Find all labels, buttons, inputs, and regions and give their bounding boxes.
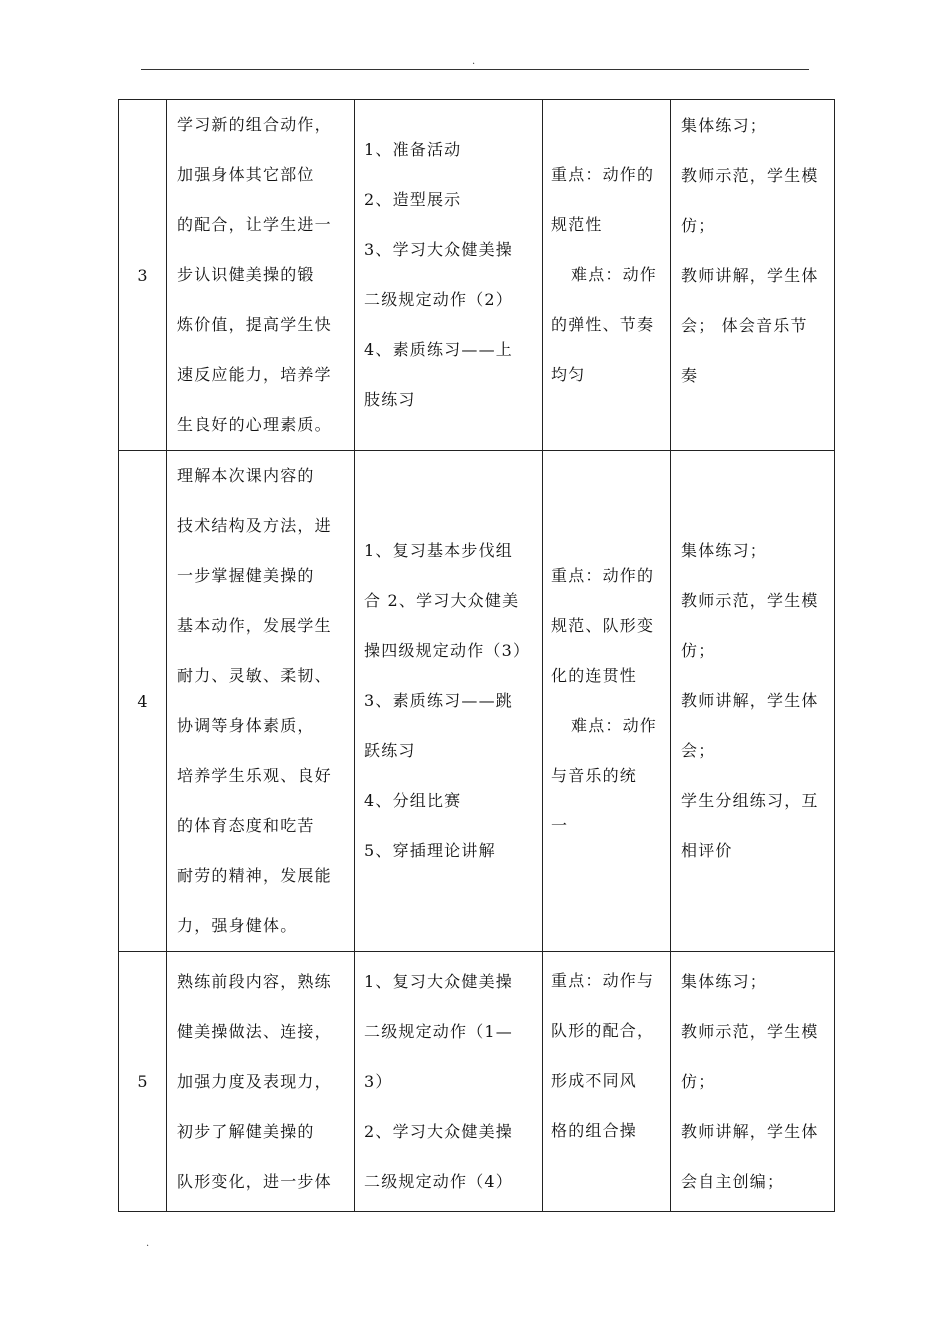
table-row [119,451,835,952]
header-rule [141,69,809,70]
method-cell: 集体练习； 教师示范，学生模 仿； 教师讲解，学生体 会自主创编； [671,952,835,1212]
goal-cell: 学习新的组合动作， 加强身体其它部位 的配合，让学生进一 步认识健美操的锻 炼价值，提高学生快 速反应能力，培养学 生良好的心理素质。 [167,100,355,451]
table-row [119,952,835,1212]
lesson-number: 4 [119,451,167,952]
key-points-cell: 重点：动作的 规范性 难点：动作 的弹性、节奏 均匀 [543,100,671,451]
goal-cell: 熟练前段内容，熟练 健美操做法、连接， 加强力度及表现力， 初步了解健美操的 队形变化，进一步体 [167,952,355,1212]
method-cell: 集体练习； 教师示范，学生模 仿； 教师讲解，学生体 会； 学生分组练习，互 相评价 [671,451,835,952]
lesson-number: 3 [119,100,167,451]
key-points-cell: 重点：动作的 规范、队形变 化的连贯性 难点：动作 与音乐的统 一 [543,451,671,952]
content-cell: 1、复习基本步伐组 合 2、学习大众健美 操四级规定动作（3） 3、素质练习——跳 跃练习 4、分组比赛 5、穿插理论讲解 [355,451,543,952]
key-points-cell: 重点：动作与 队形的配合， 形成不同风 格的组合操 [543,952,671,1212]
table-row [119,100,835,451]
footer-mark: . [146,1238,150,1249]
lesson-plan-table [118,99,835,1212]
lesson-number: 5 [119,952,167,1212]
method-cell: 集体练习； 教师示范，学生模 仿； 教师讲解，学生体 会； 体会音乐节 奏 [671,100,835,451]
goal-cell: 理解本次课内容的 技术结构及方法，进 一步掌握健美操的 基本动作，发展学生 耐力、灵敏、柔韧、 协调等身体素质， 培养学生乐观、良好 的体育态度和吃苦 耐劳的精神，发展能 力，强身健体。 [167,451,355,952]
header-mark: . [472,56,476,67]
content-cell: 1、复习大众健美操 二级规定动作（1— 3） 2、学习大众健美操 二级规定动作（4） [355,952,543,1212]
content-cell: 1、准备活动 2、造型展示 3、学习大众健美操 二级规定动作（2） 4、素质练习——上 肢练习 [355,100,543,451]
